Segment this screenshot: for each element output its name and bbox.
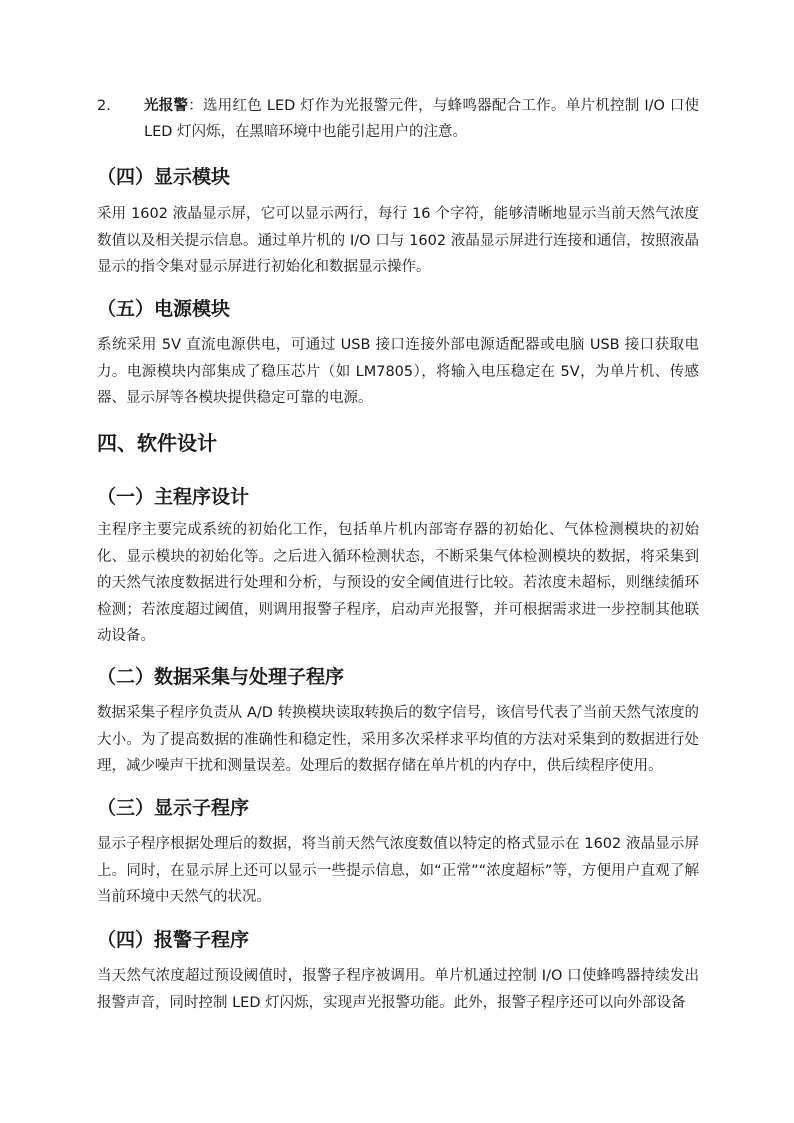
section-paragraph-display-module: 采用 1602 液晶显示屏，它可以显示两行，每行 16 个字符，能够清晰地显示当前天然气浓度数值以及相关提示信息。通过单片机的 I/O 口与 1602 液晶显示屏进行连接和通信，按照液晶显示的指令集对显示屏进行初始化和数据显示操作。 xyxy=(97,206,699,275)
subsection-heading-data-acquisition: （二）数据采集与处理子程序 xyxy=(97,666,345,688)
list-item-light-alarm xyxy=(97,93,699,145)
list-term: 光报警 xyxy=(144,98,189,114)
list-item-body xyxy=(144,93,699,145)
subsection-paragraph-main-program: 主程序主要完成系统的初始化工作，包括单片机内部寄存器的初始化、气体检测模块的初始化、显示模块的初始化等。之后进入循环检测状态，不断采集气体检测模块的数据，将采集到的天然气浓度数据进行处理和分析，与预设的安全阈值进行比较。若浓度未超标，则继续循环检测；若浓度超过阈值，则调用报警子程序，启动声光报警，并可根据需求进一步控制其他联动设备。 xyxy=(97,522,699,644)
subsection-heading-alarm-routine: （四）报警子程序 xyxy=(97,929,250,951)
subsection-paragraph-alarm-routine: 当天然气浓度超过预设阈值时，报警子程序被调用。单片机通过控制 I/O 口使蜂鸣器持续发出报警声音，同时控制 LED 灯闪烁，实现声光报警功能。此外，报警子程序还可以向外部设备 xyxy=(97,968,699,1011)
section-paragraph-power-module: 系统采用 5V 直流电源供电，可通过 USB 接口连接外部电源适配器或电脑 USB 接口获取电力。电源模块内部集成了稳压芯片（如 LM7805），将输入电压稳定在 5V，为单片机、传感器、显示屏等各模块提供稳定可靠的电源。 xyxy=(97,337,699,406)
subsection-paragraph-display-routine: 显示子程序根据处理后的数据，将当前天然气浓度数值以特定的格式显示在 1602 液晶显示屏上。同时，在显示屏上还可以显示一些提示信息，如“正常”“浓度超标”等，方便用户直观了解当前环境中天然气的状况。 xyxy=(97,836,699,905)
section-heading-display-module: （四）显示模块 xyxy=(97,166,231,188)
chapter-heading-software-design: 四、软件设计 xyxy=(97,431,217,455)
list-text: ：选用红色 LED 灯作为光报警元件，与蜂鸣器配合工作。单片机控制 I/O 口使 LED 灯闪烁，在黑暗环境中也能引起用户的注意。 xyxy=(144,98,700,140)
subsection-paragraph-data-acquisition: 数据采集子程序负责从 A/D 转换模块读取转换后的数字信号，该信号代表了当前天然气浓度的大小。为了提高数据的准确性和稳定性，采用多次采样求平均值的方法对采集到的数据进行处理，减少噪声干扰和测量误差。处理后的数据存储在单片机的内存中，供后续程序使用。 xyxy=(97,705,699,774)
subsection-heading-display-routine: （三）显示子程序 xyxy=(97,797,250,819)
list-number: 2. xyxy=(97,98,111,114)
subsection-heading-main-program: （一）主程序设计 xyxy=(97,486,250,508)
section-heading-power-module: （五）电源模块 xyxy=(97,298,231,320)
